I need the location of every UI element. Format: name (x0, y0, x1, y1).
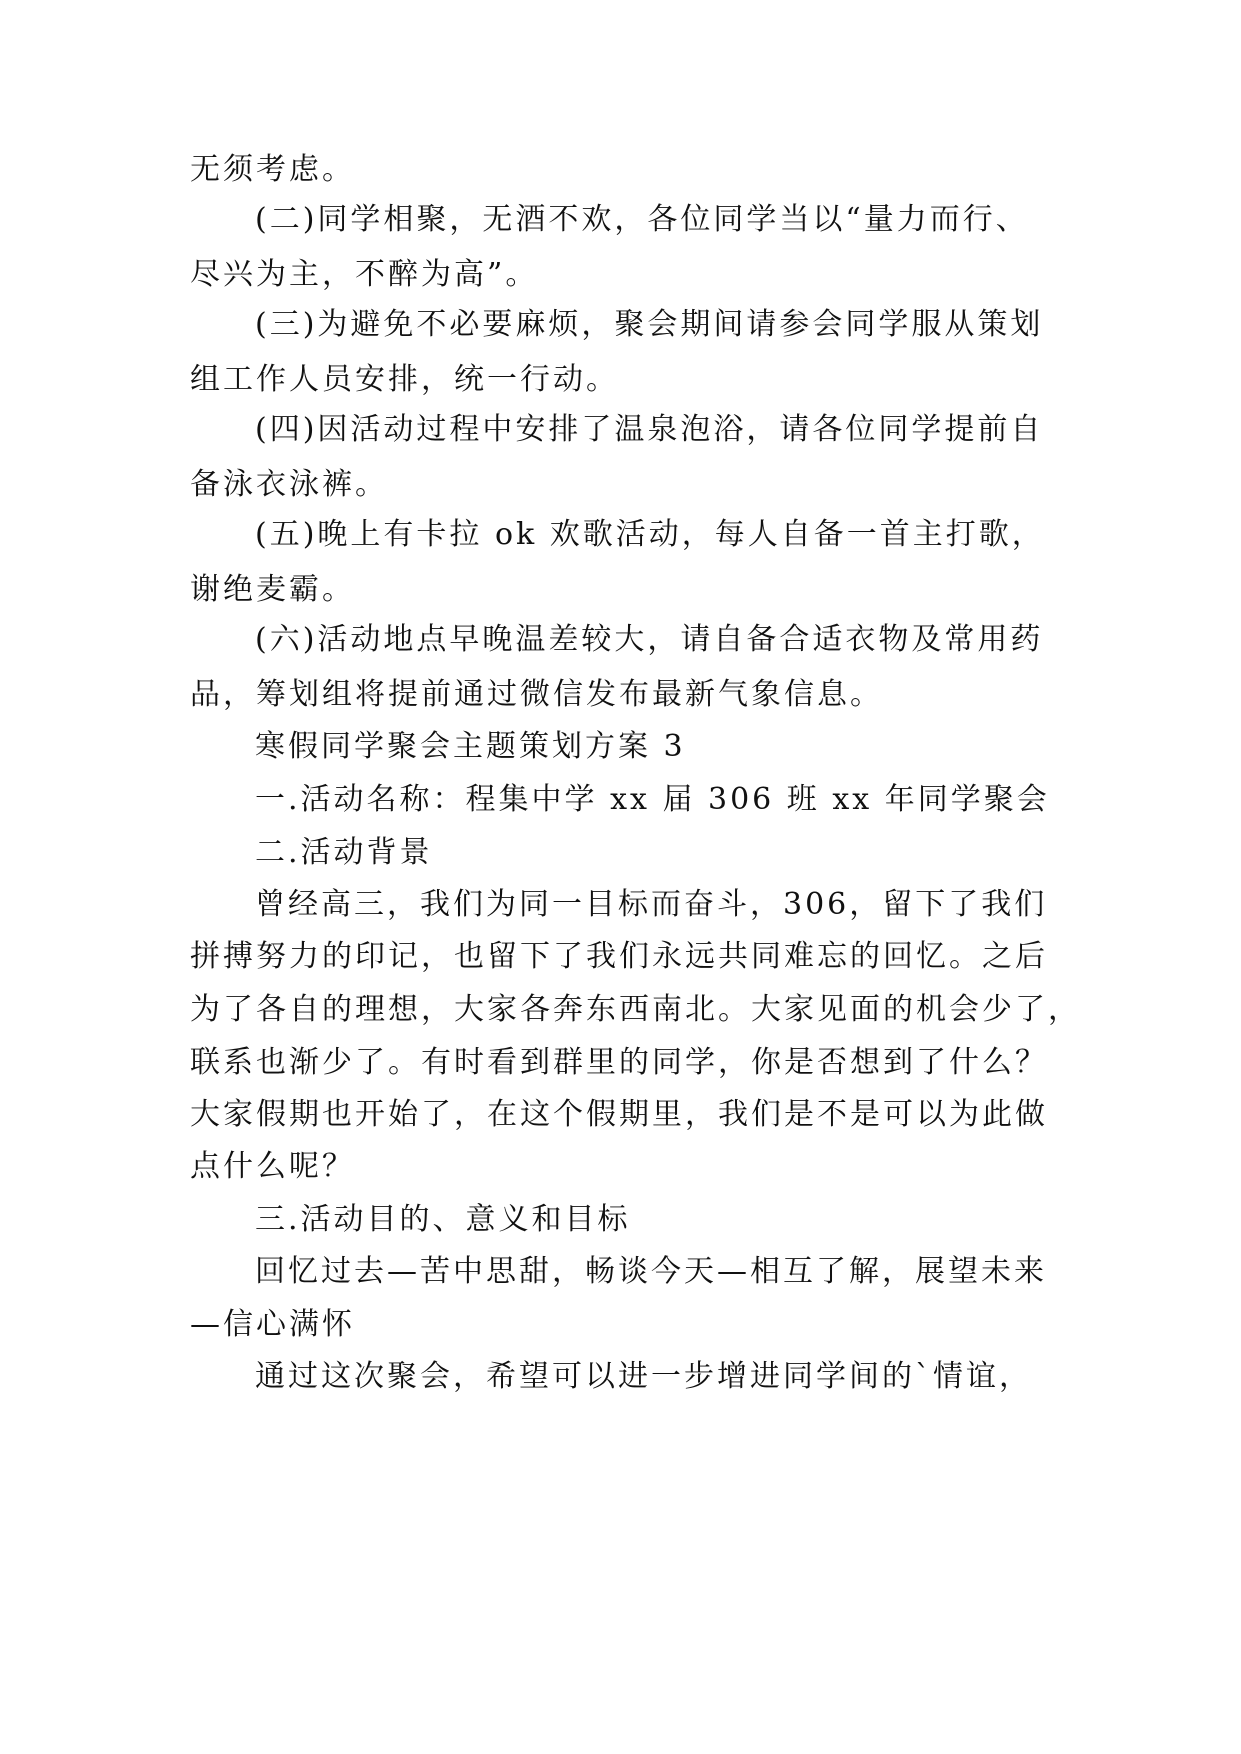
text-line: (三)为避免不必要麻烦，聚会期间请参会同学服从策划 (255, 307, 1044, 342)
text-line: 点什么呢？ (190, 1149, 355, 1184)
text-line: 一.活动名称：程集中学 xx 届 306 班 xx 年同学聚会 (255, 782, 1050, 817)
text-line: 尽兴为主，不醉为高”。 (190, 257, 539, 292)
text-line: 拼搏努力的印记，也留下了我们永远共同难忘的回忆。之后 (190, 939, 1048, 974)
text-line: 为了各自的理想，大家各奔东西南北。大家见面的机会少了， (190, 992, 1081, 1027)
text-line: (五)晚上有卡拉 ok 欢歌活动，每人自备一首主打歌， (255, 517, 1045, 552)
text-line: (六)活动地点早晚温差较大，请自备合适衣物及常用药 (255, 622, 1044, 657)
text-line: 无须考虑。 (190, 152, 355, 187)
text-line: 组工作人员安排，统一行动。 (190, 362, 619, 397)
text-line: 大家假期也开始了，在这个假期里，我们是不是可以为此做 (190, 1097, 1048, 1132)
text-line: 谢绝麦霸。 (190, 572, 355, 607)
text-line: (二)同学相聚，无酒不欢，各位同学当以“量力而行、 (255, 202, 1029, 237)
text-line: 通过这次聚会，希望可以进一步增进同学间的`情谊， (255, 1359, 1032, 1394)
text-line: 二.活动背景 (255, 835, 433, 870)
text-line: (四)因活动过程中安排了温泉泡浴，请各位同学提前自 (255, 412, 1044, 447)
text-line: —信心满怀 (190, 1307, 355, 1342)
text-line: 回忆过去—苦中思甜，畅谈今天—相互了解，展望未来 (255, 1254, 1047, 1289)
section-heading: 寒假同学聚会主题策划方案 3 (255, 729, 686, 764)
text-line: 曾经高三，我们为同一目标而奋斗，306，留下了我们 (255, 887, 1048, 922)
text-line: 备泳衣泳裤。 (190, 467, 388, 502)
text-line: 品，筹划组将提前通过微信发布最新气象信息。 (190, 677, 883, 712)
text-line: 三.活动目的、意义和目标 (255, 1202, 631, 1237)
text-line: 联系也渐少了。有时看到群里的同学，你是否想到了什么？ (190, 1045, 1048, 1080)
